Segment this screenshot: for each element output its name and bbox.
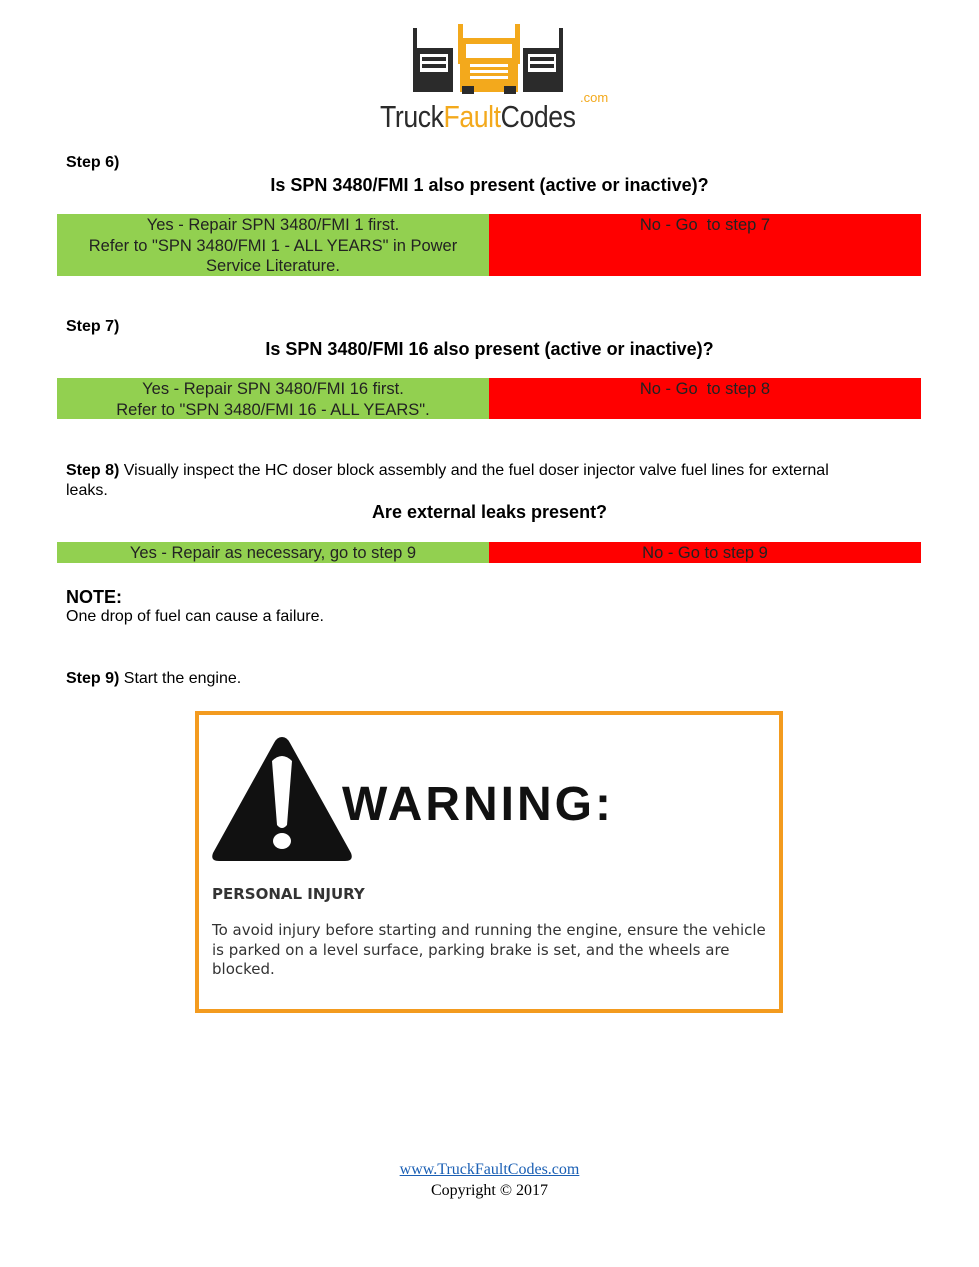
step7-answer-row xyxy=(57,378,921,419)
step7-question: Is SPN 3480/FMI 16 also present (active or inactive)? xyxy=(265,339,714,359)
step9-instruction xyxy=(66,669,241,689)
step7-yes-line: Refer to "SPN 3480/FMI 16 - ALL YEARS". xyxy=(116,400,430,419)
step8-text: Visually inspect the HC doser block assembly and the fuel doser injector valve fuel lines for external xyxy=(119,462,829,479)
step9-label: Step 9) xyxy=(66,670,120,687)
step8-question: Are external leaks present? xyxy=(371,502,608,522)
step8-no-cell: No - Go to step 9 xyxy=(489,542,921,563)
warning-text xyxy=(212,921,772,980)
step8-label: Step 8) xyxy=(66,462,120,479)
warning-text-line: To avoid injury before starting and running the engine, ensure the vehicle xyxy=(212,921,766,939)
step7-no-cell xyxy=(489,378,921,419)
note-body: One drop of fuel can cause a failure. xyxy=(66,608,324,625)
step6-no-text: No - Go to step 7 xyxy=(639,216,771,234)
step8-instruction xyxy=(66,461,926,501)
step9-text: Start the engine. xyxy=(119,670,242,687)
step6-no-cell xyxy=(489,214,921,276)
note-title: NOTE: xyxy=(66,587,122,607)
warning-subtitle: PERSONAL INJURY xyxy=(212,885,365,903)
warning-panel xyxy=(195,711,783,1013)
warning-text-line: blocked. xyxy=(212,960,275,978)
step8-answer-row xyxy=(57,542,921,563)
site-logo xyxy=(380,20,620,134)
step8-yes-cell: Yes - Repair as necessary, go to step 9 xyxy=(57,542,489,563)
logo-domain: .com xyxy=(580,90,609,105)
step7-no-text: No - Go to step 8 xyxy=(639,380,771,398)
step6-yes-line: Refer to "SPN 3480/FMI 1 - ALL YEARS" in Power xyxy=(88,236,458,255)
truck-logo-icon xyxy=(380,20,620,98)
warning-triangle-icon xyxy=(209,733,355,865)
step6-answer-row xyxy=(57,214,921,276)
step7-label: Step 7) xyxy=(66,318,120,335)
logo-wordmark: TruckFaultCodes xyxy=(380,99,576,134)
step6-label: Step 6) xyxy=(66,154,120,171)
footer-copyright: Copyright © 2017 xyxy=(430,1182,549,1199)
footer-website-link[interactable]: www.TruckFaultCodes.com xyxy=(399,1161,580,1178)
step8-text-continued: leaks. xyxy=(66,482,108,499)
step6-yes-cell xyxy=(57,214,489,276)
step6-question: Is SPN 3480/FMI 1 also present (active or inactive)? xyxy=(270,175,709,195)
step6-yes-line: Yes - Repair SPN 3480/FMI 1 first. xyxy=(146,216,400,234)
footer-link-row xyxy=(0,1161,979,1179)
step7-yes-line: Yes - Repair SPN 3480/FMI 16 first. xyxy=(142,380,404,398)
warning-text-line: is parked on a level surface, parking brake is set, and the wheels are xyxy=(212,940,730,959)
step6-yes-line: Service Literature. xyxy=(206,257,340,275)
step7-yes-cell xyxy=(57,378,489,419)
warning-title: WARNING: xyxy=(342,778,614,831)
